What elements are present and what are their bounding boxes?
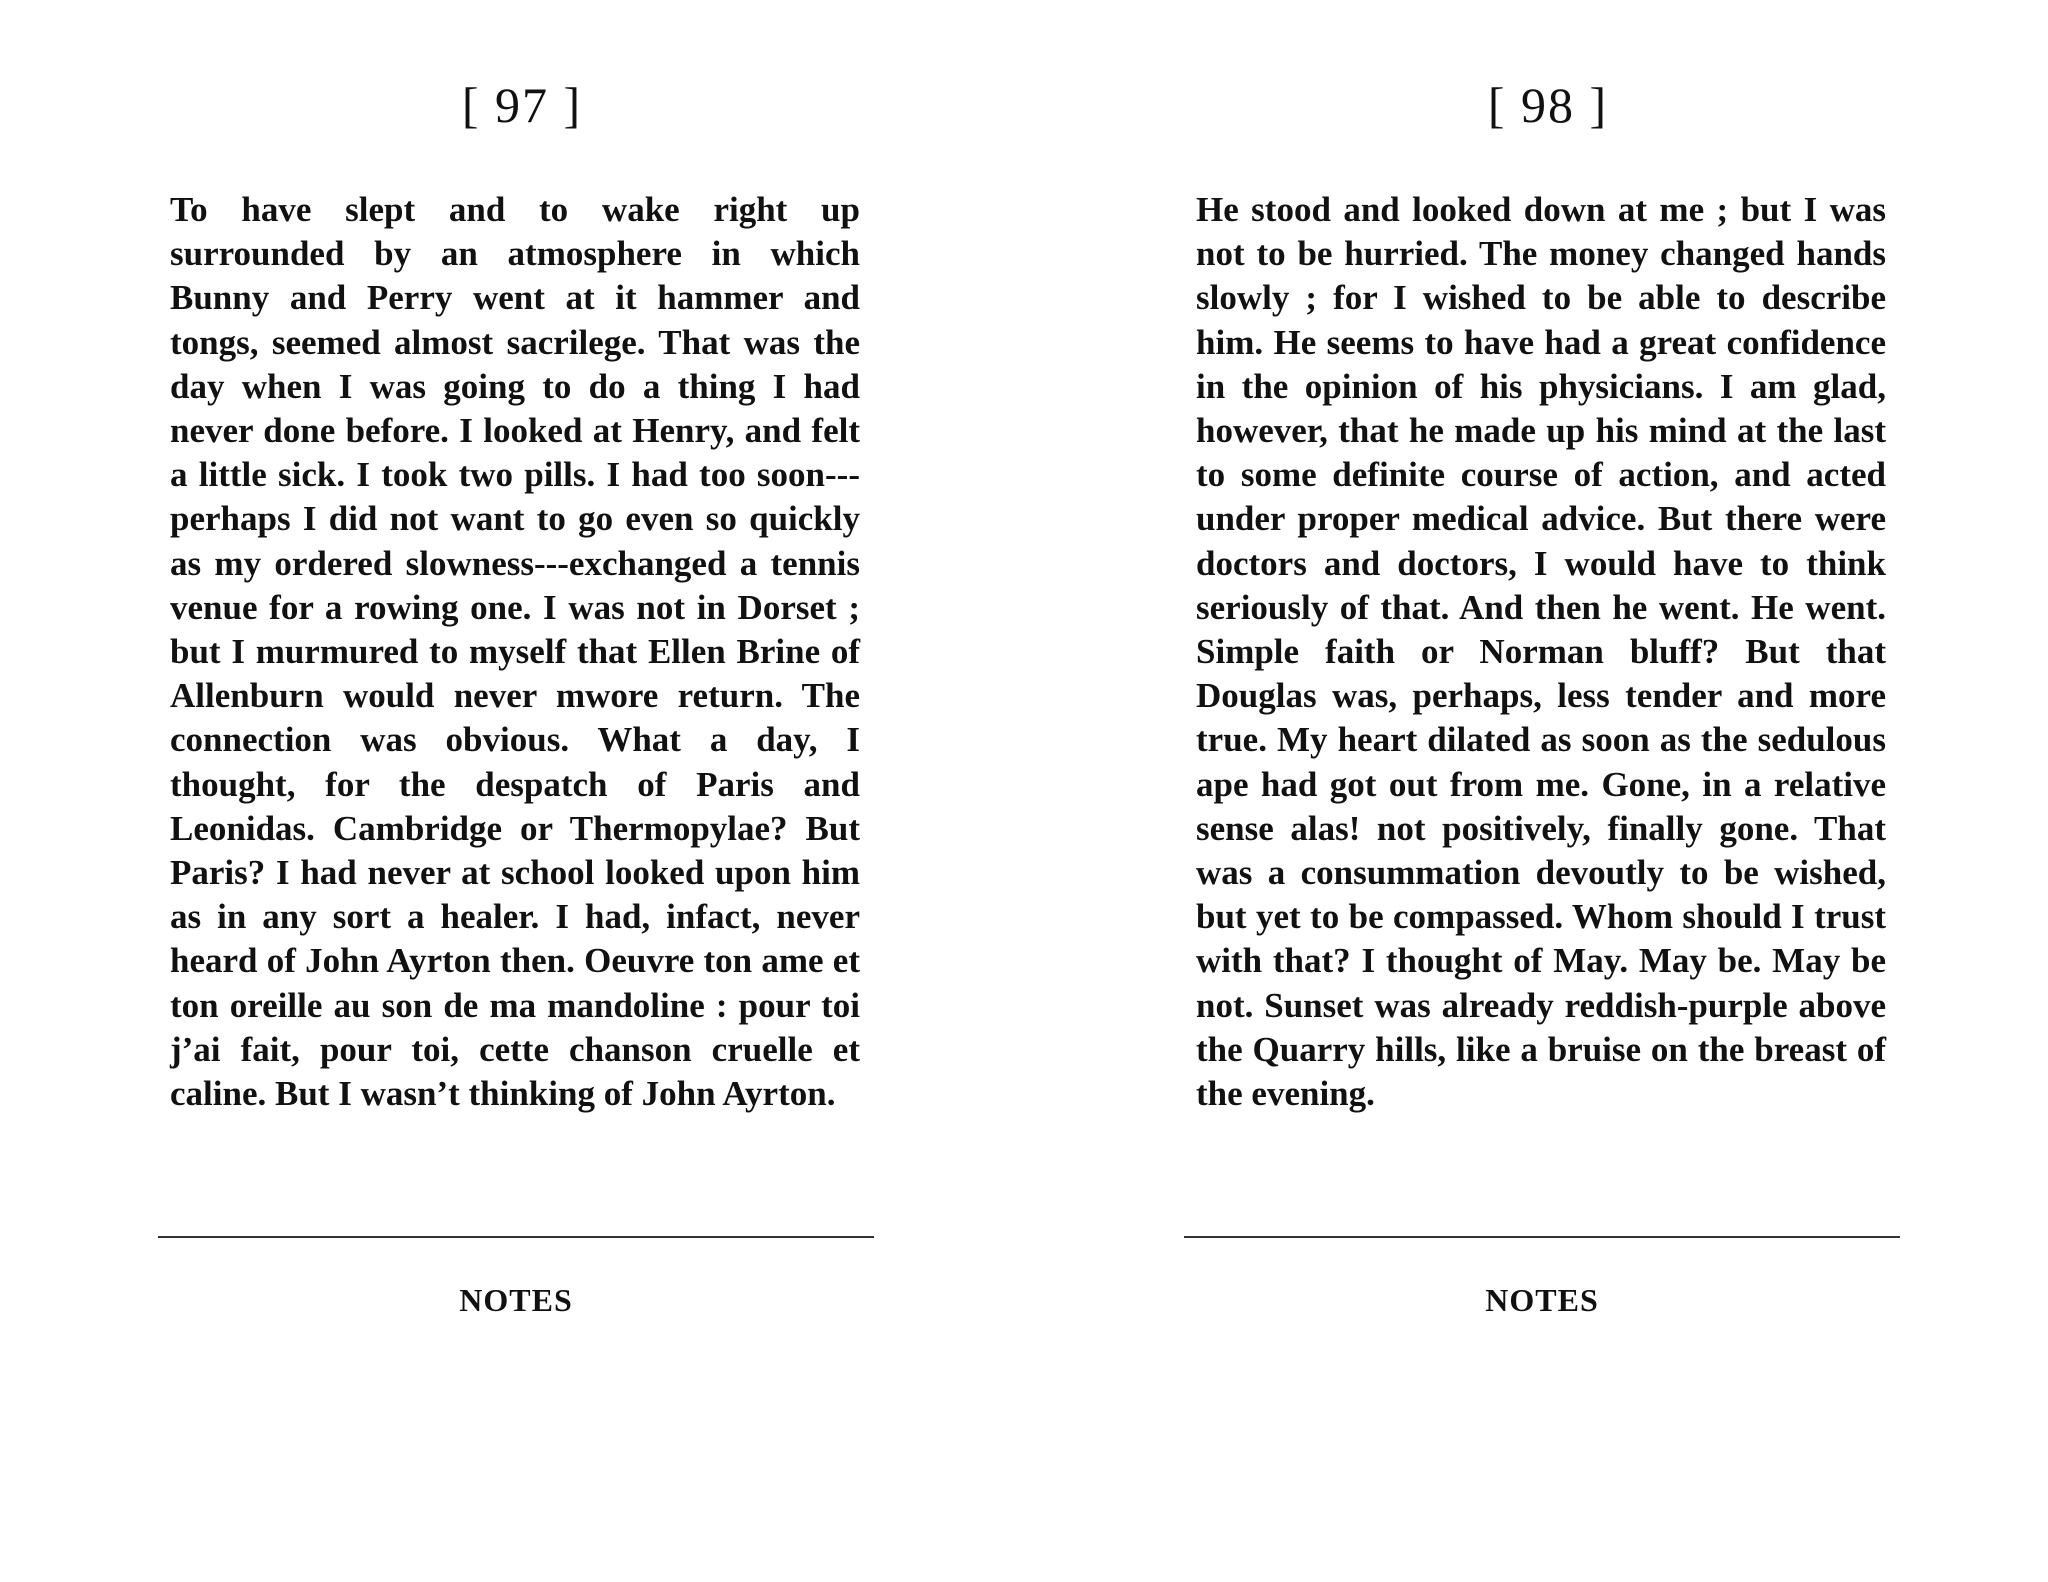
notes-area [158,1340,874,1540]
left-page [158,0,886,1582]
right-page [1184,0,1912,1582]
page-number: [ 97 ] [461,77,583,133]
page-body-text: To have slept and to wake right up surrounded by an atmosphere in which Bunny and Perry went at it hammer and tongs, seemed almost sacrilege. That was the day when I was going to do a thing I had never done before. I looked at Henry, and felt a little sick. I took two pills. I had too soon---perhaps I did not want to go even so quickly as my ordered slowness---exchanged a tennis venue for a rowing one. I was not in Dorset ; but I murmured to myself that Ellen Brine of Allenburn would never mwore return. The connection was obvious. What a day, I thought, for the despatch of Paris and Leonidas. Cambridge or Thermopylae? But Paris? I had never at school looked upon him as in any sort a healer. I had, infact, never heard of John Ayrton then. Oeuvre ton ame et ton oreille au son de ma mandoline : pour toi j’ai fait, pour toi, cette chanson cruelle et caline. But I wasn’t thinking of John Ayrton. [170,190,860,1114]
notes-heading: NOTES [459,1282,573,1318]
page-body-text: He stood and looked down at me ; but I was not to be hurried. The money changed hands slowly ; for I wished to be able to describe him. He seems to have had a great confidence in the opinion of his physicians. I am glad, however, that he made up his mind at the last to some definite course of action, and acted under proper medical advice. But there were doctors and doctors, I would have to think seriously of that. And then he went. He went. Simple faith or Norman bluff? But that Douglas was, perhaps, less tender and more true. My heart dilated as soon as the sedulous ape had got out from me. Gone, in a relative sense alas! not positively, finally gone. That was a consummation devoutly to be wished, but yet to be compassed. Whom should I trust with that? I thought of May. May be. May be not. Sunset was already reddish-purple above the Quarry hills, like a bruise on the breast of the evening. [1196,190,1886,1114]
notes-heading: NOTES [1485,1282,1599,1318]
notes-area [1184,1340,1900,1540]
page-number: [ 98 ] [1487,77,1609,133]
notes-divider [158,1236,874,1238]
notes-divider [1184,1236,1900,1238]
